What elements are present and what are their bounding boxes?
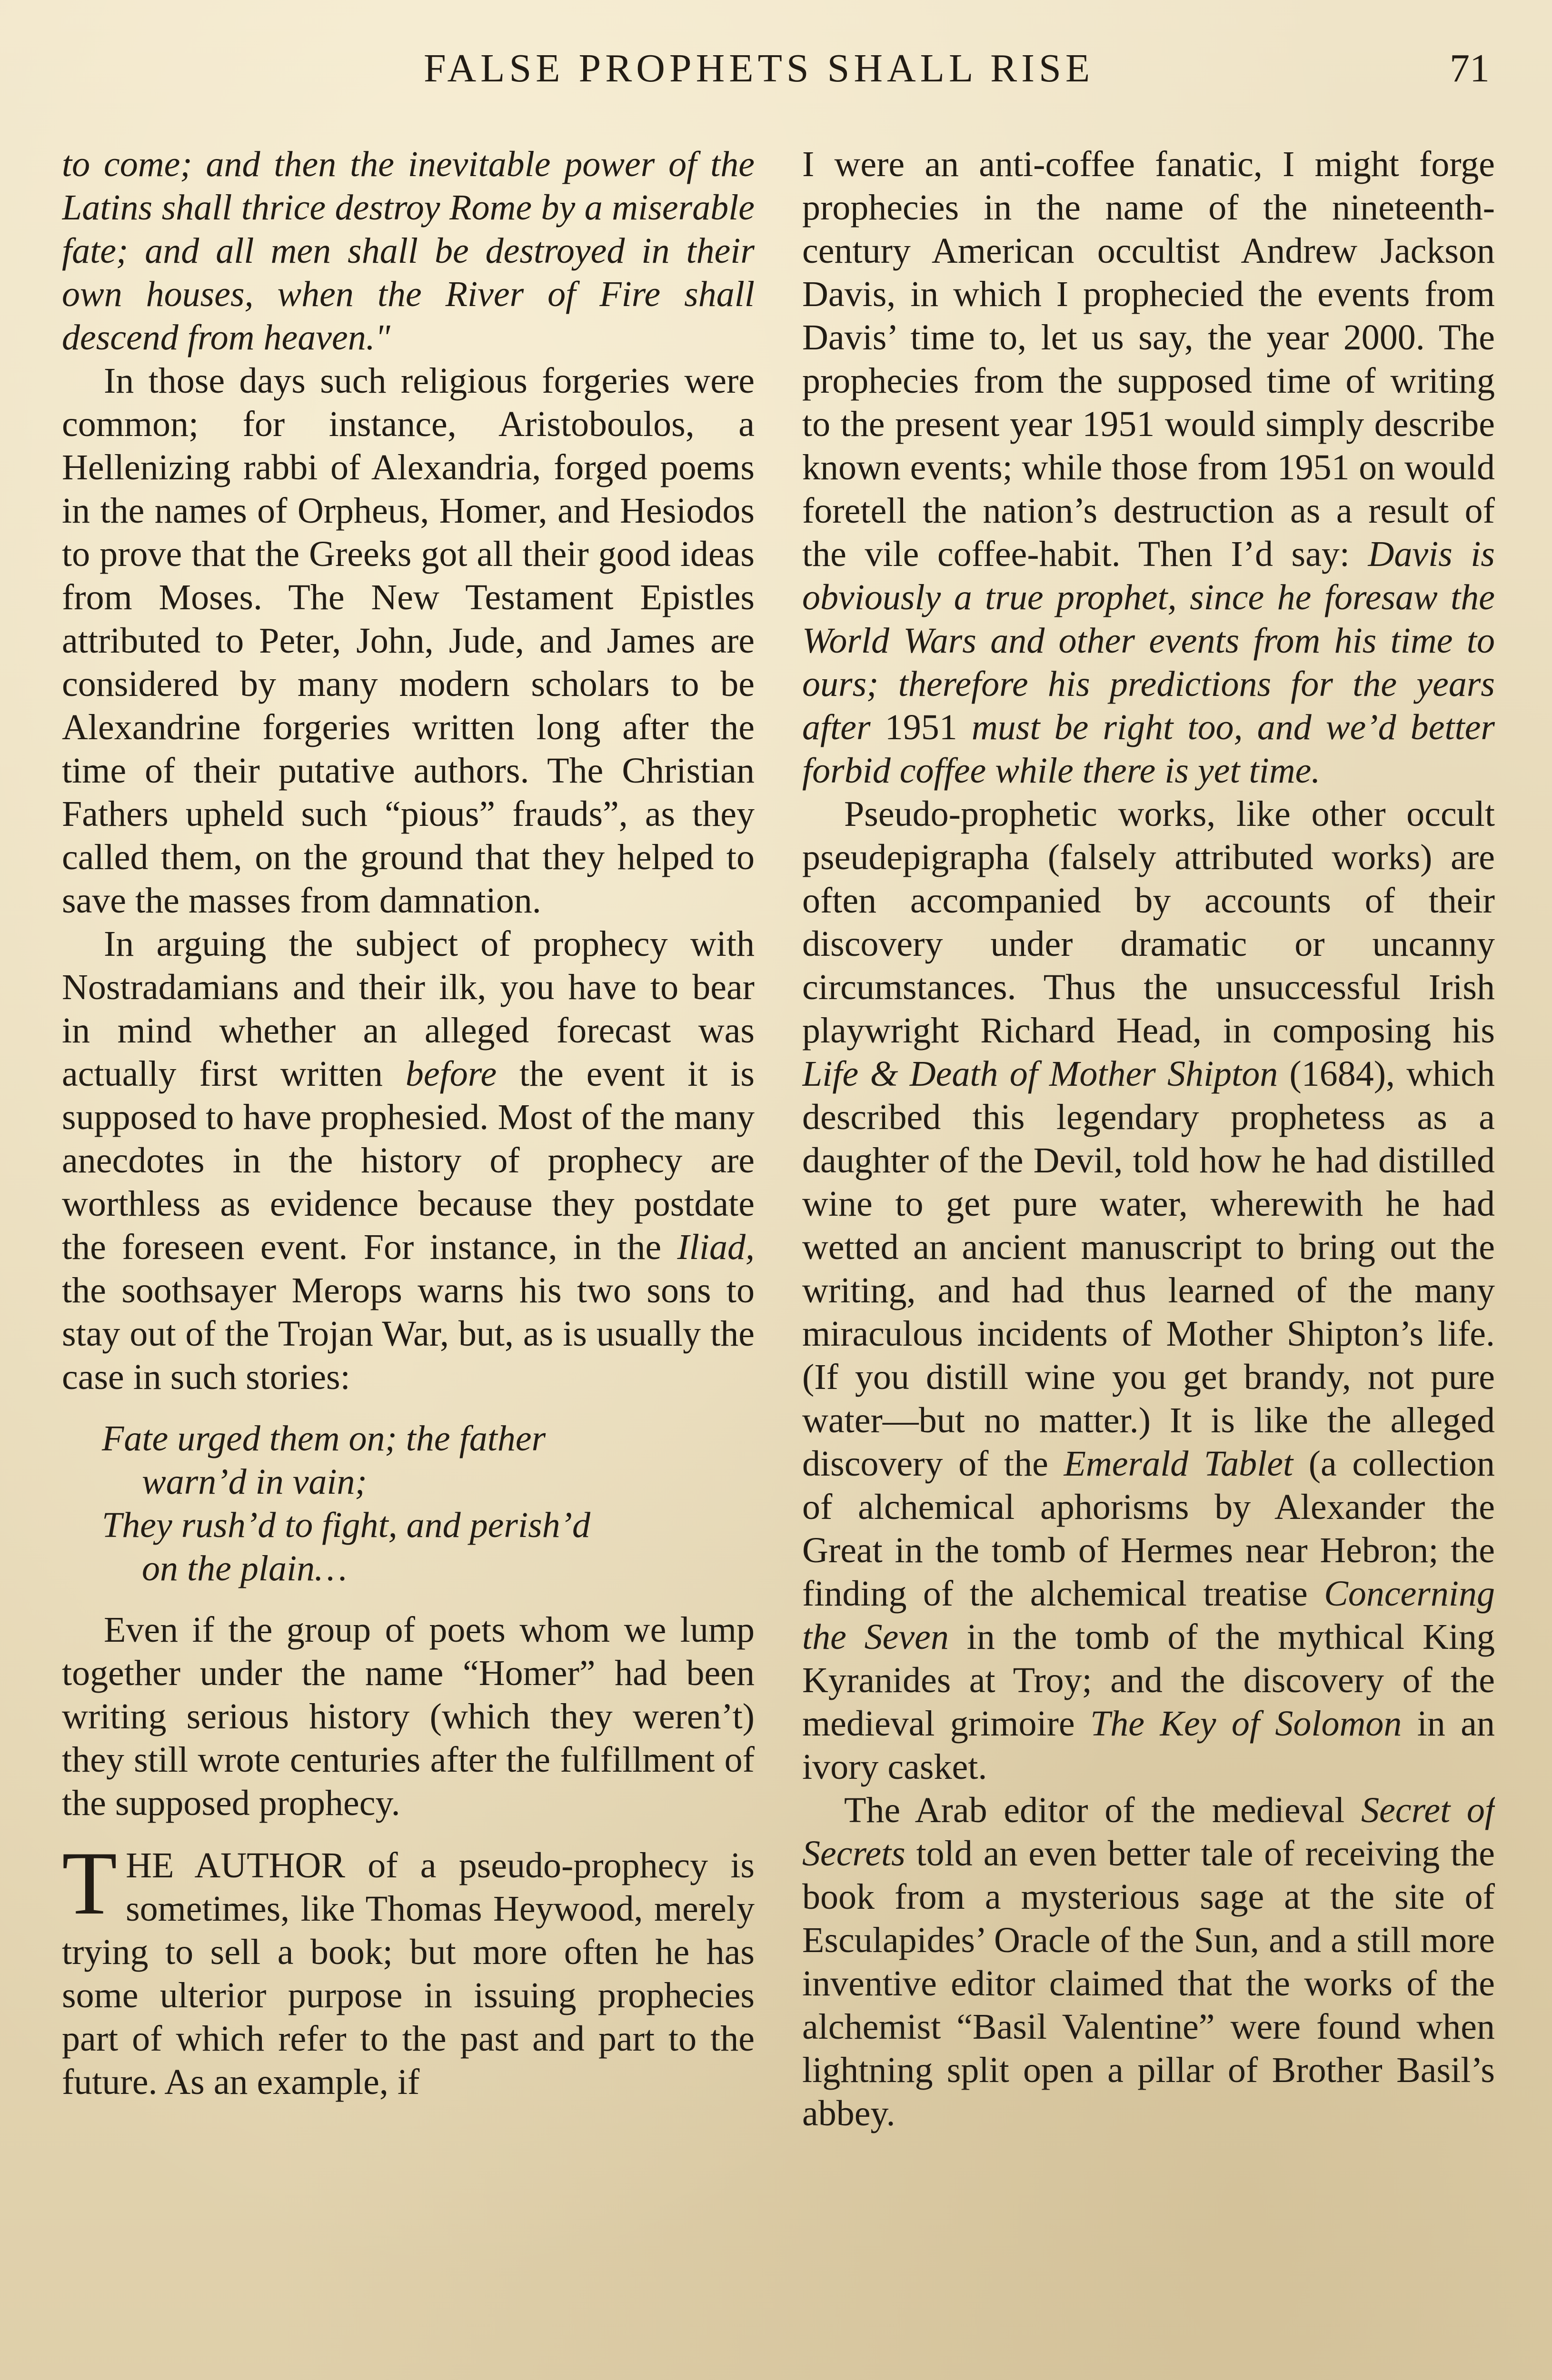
text-segment: 1951 — [870, 707, 972, 747]
text-segment: Pseudo-prophetic works, like other occult pseudepigrapha (falsely attributed works) are often accompanied by accounts of their discovery under dramatic or uncanny circumstances. Thus the unsuccessful Irish playwright Richard Head, in composing his — [802, 794, 1495, 1051]
text-segment: The Arab editor of the medieval — [844, 1790, 1362, 1830]
title-mother-shipton: Life & Death of Mother Shipton — [802, 1054, 1278, 1094]
text-segment: the soothsayer Merops warns his two sons to stay out of the Trojan War, but, as is usually the case in such stories: — [62, 1270, 755, 1397]
paragraph-forgeries: In those days such religious forgeries were common; for instance, Aristoboulos, a Hellenizing rabbi of Alexandria, forged poems in the names of Orpheus, Homer, and Hesiodos to prove that the Greeks got all their good ideas from Moses. The New Testament Epistles attributed to Peter, John, Jude, and James are considered by many modern scholars to be Alexandrine forgeries written long after the time of their putative authors. The Christian Fathers upheld such “pious” frauds”, as they called them, on the ground that they helped to save the masses from damnation. — [62, 361, 755, 921]
paragraph-homer: Even if the group of poets whom we lump together under the name “Homer” had been writing serious history (which they weren’t) they still wrote centuries after the fulfillment of the supposed prophecy. — [62, 1610, 755, 1823]
text-segment: the event it is supposed to have prophesied. Most of the many anecdotes in the history of prophecy are worthless as evidence because they postdate the foreseen event. For instance, in the — [62, 1054, 755, 1267]
verse-line-2-cont: on the plain… — [142, 1548, 347, 1588]
emphasis-forbid-coffee: must be right too, and we’d better forbid coffee while there is yet time. — [802, 707, 1495, 791]
quote-continuation: to come; and then the inevitable power of the Latins shall thrice destroy Rome by a miserable fate; and all men shall be destroyed in their own houses, when the River of Fire shall descend from heaven." — [62, 144, 755, 357]
verse-line-1: Fate urged them on; the father — [102, 1418, 546, 1458]
text-segment: (1684), which described this legendary prophetess as a daughter of the Devil, told how he had distilled wine to get pure water, wherewith he had wetted an ancient manuscript to bring out the writing, and had thus learned of the many miraculous incidents of Mother Shipton’s life. (If you distill wine you get brandy, not pure water—but no matter.) It is like the alleged discovery of the — [802, 1054, 1495, 1484]
drop-cap: T — [62, 1834, 118, 1934]
title-emerald-tablet: Emerald Tablet — [1064, 1444, 1293, 1484]
text-segment: In arguing the subject of prophecy with Nostradamians and their ilk, you have to bear in mind whether an alleged forecast was actually first written — [62, 924, 755, 1094]
text-segment: HE AUTHOR of a pseudo-prophecy is sometimes, like Thomas Heywood, merely trying to sell a book; but more often he has some ulterior purpose in issuing prophecies part of which refer to the past and part to the future. As an example, if — [62, 1845, 755, 2102]
title-concerning-seven: Concerning the Seven — [802, 1574, 1495, 1657]
text-segment: in the tomb of the mythical King Kyranides at Troy; and the discovery of the medieval grimoire — [802, 1617, 1495, 1744]
paragraph-arguing-prophecy — [62, 922, 755, 1399]
text-segment: in an ivory casket. — [802, 1704, 1495, 1787]
title-secret-of-secrets: Secret of Secrets — [802, 1790, 1495, 1874]
paragraph-author — [62, 1834, 755, 2104]
paragraph-arab-editor — [802, 1789, 1495, 2135]
running-head: FALSE PROPHETS SHALL RISE — [424, 46, 1094, 90]
text-segment: I were an anti-coffee fanatic, I might forge prophecies in the name of the nineteenth-century American occultist Andrew Jackson Davis, in which I prophecied the events from Davis’ time to, let us say, the year 2000. The prophecies from the supposed time of writing to the present year 1951 would simply describe known events; while those from 1951 on would foretell the nation’s destruction as a result of the vile coffee-habit. Then I’d say: — [802, 144, 1495, 574]
verse-line-2: They rush’d to fight, and perish’d — [102, 1505, 590, 1545]
paragraph-anti-coffee — [802, 143, 1495, 793]
verse-quote — [62, 1417, 755, 1590]
emphasis-davis: Davis is obviously a true prophet, since he foresaw the World Wars and other events from his time to ours; therefore his predictions for the years after — [802, 534, 1495, 747]
left-column — [62, 143, 755, 2380]
paragraph-continued-quote — [62, 143, 755, 359]
page-number: 71 — [1450, 46, 1490, 90]
paragraph-pseudo-prophetic — [802, 793, 1495, 1789]
emphasis-iliad: Iliad, — [677, 1227, 755, 1267]
page-header — [0, 45, 1552, 102]
emphasis-before: before — [405, 1054, 497, 1094]
text-segment: (a collection of alchemical aphorisms by Alexander the Great in the tomb of Hermes near Hebron; the finding of the alchemical treatise — [802, 1444, 1495, 1614]
title-key-of-solomon: The Key of Solomon — [1090, 1704, 1402, 1744]
right-column — [802, 143, 1495, 2380]
text-segment: told an even better tale of receiving the book from a mysterious sage at the site of Esculapides’ Oracle of the Sun, and a still more inventive editor claimed that the works of the alchemist “Basil Valentine” were found when lightning split open a pillar of Brother Basil’s abbey. — [802, 1834, 1495, 2133]
verse-line-1-cont: warn’d in vain; — [142, 1462, 367, 1502]
